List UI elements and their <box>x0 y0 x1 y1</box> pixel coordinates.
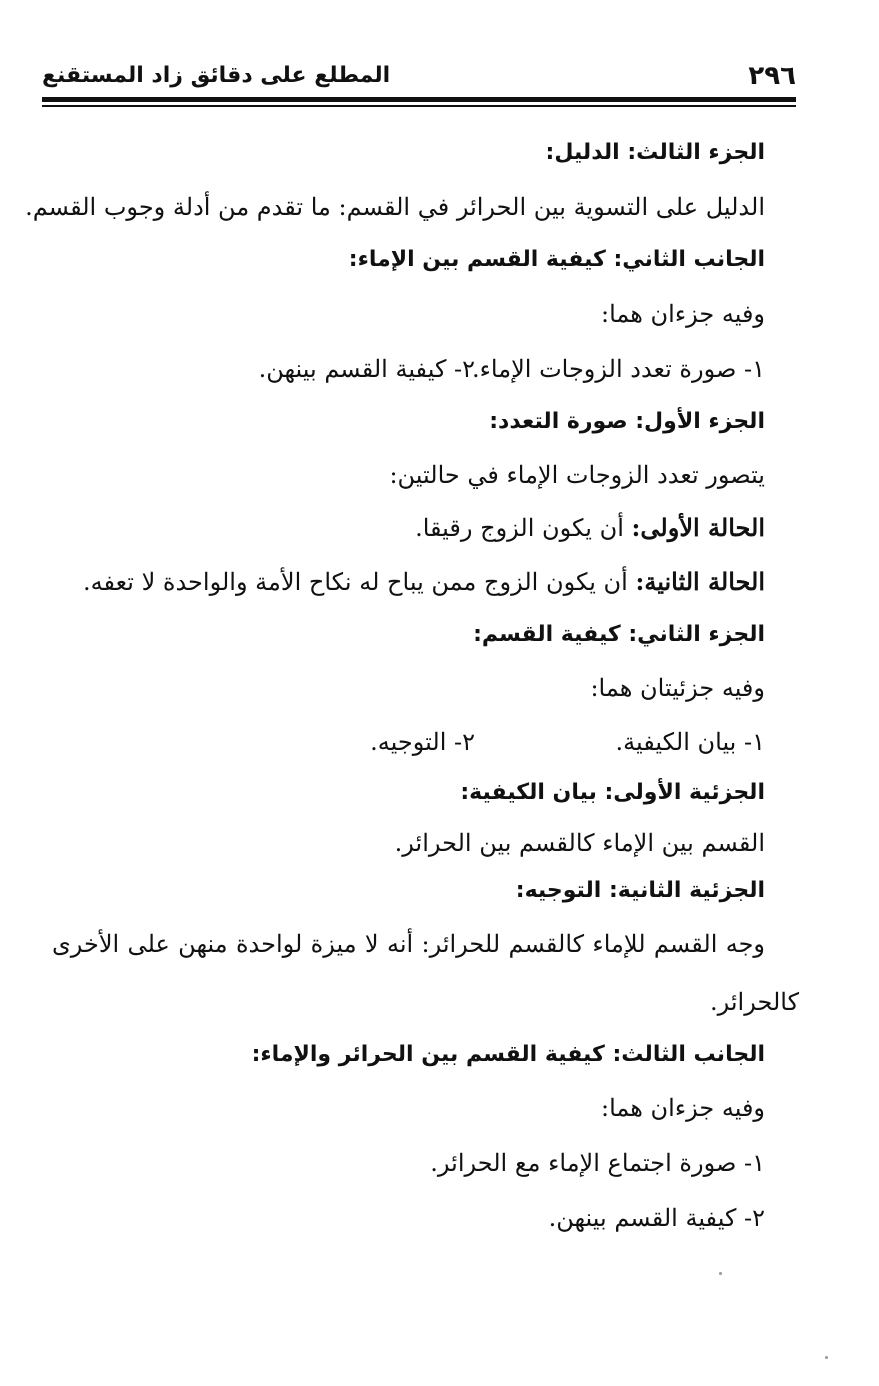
scan-speck <box>825 1356 828 1359</box>
list-item-2: ٢- التوجيه. <box>370 728 475 756</box>
list-row-parts <box>259 352 765 386</box>
paragraph-method: القسم بين الإماء كالقسم بين الحرائر. <box>394 829 765 857</box>
section-heading-evidence: الجزء الثالث: الدليل: <box>545 140 765 165</box>
case-first-label: الحالة الأولى: <box>631 513 765 542</box>
subsection-heading-reasoning: الجزئية الثانية: التوجيه: <box>515 878 765 903</box>
case-first <box>415 511 765 545</box>
list-item-2: ٢- كيفية القسم بينهن. <box>548 1204 765 1232</box>
subsection-heading-method: الجزئية الأولى: بيان الكيفية: <box>460 780 765 805</box>
list-row-subparts <box>370 725 765 759</box>
running-title: المطلع على دقائق زاد المستقنع <box>42 63 391 88</box>
paragraph-reasoning-continued: كالحرائر. <box>709 988 799 1016</box>
section-heading-second-part: الجزء الثاني: كيفية القسم: <box>473 622 765 647</box>
list-item-1: ١- بيان الكيفية. <box>615 728 765 756</box>
list-item-1: ١- صورة تعدد الزوجات الإماء. <box>472 355 765 383</box>
header-rule-thick <box>42 97 796 102</box>
section-heading-third-aspect: الجانب الثالث: كيفية القسم بين الحرائر والإماء: <box>251 1042 765 1067</box>
section-heading-first-part: الجزء الأول: صورة التعدد: <box>489 409 765 434</box>
list-item-2: ٢- كيفية القسم بينهن. <box>258 355 475 383</box>
paragraph-two-subparts: وفيه جزئيتان هما: <box>590 674 765 702</box>
paragraph-two-parts-third: وفيه جزءان هما: <box>600 1094 765 1122</box>
case-first-text: أن يكون الزوج رقيقا. <box>415 514 624 542</box>
paragraph-two-parts: وفيه جزءان هما: <box>600 300 765 328</box>
case-second-label: الحالة الثانية: <box>635 567 765 596</box>
case-second-text: أن يكون الزوج ممن يباح له نكاح الأمة والواحدة لا تعفه. <box>83 568 628 596</box>
header-rule-thin <box>42 105 796 107</box>
paragraph-evidence: الدليل على التسوية بين الحرائر في القسم: ما تقدم من أدلة وجوب القسم. <box>25 193 765 221</box>
list-item-1: ١- صورة اجتماع الإماء مع الحرائر. <box>430 1149 765 1177</box>
section-heading-second-aspect: الجانب الثاني: كيفية القسم بين الإماء: <box>348 247 765 272</box>
case-second <box>83 565 765 599</box>
paragraph-two-cases: يتصور تعدد الزوجات الإماء في حالتين: <box>389 461 765 489</box>
scan-speck <box>719 1272 722 1275</box>
paragraph-reasoning: وجه القسم للإماء كالقسم للحرائر: أنه لا ميزة لواحدة منهن على الأخرى <box>52 930 765 958</box>
page-header <box>42 60 796 92</box>
page-number: ٢٩٦ <box>748 61 796 91</box>
